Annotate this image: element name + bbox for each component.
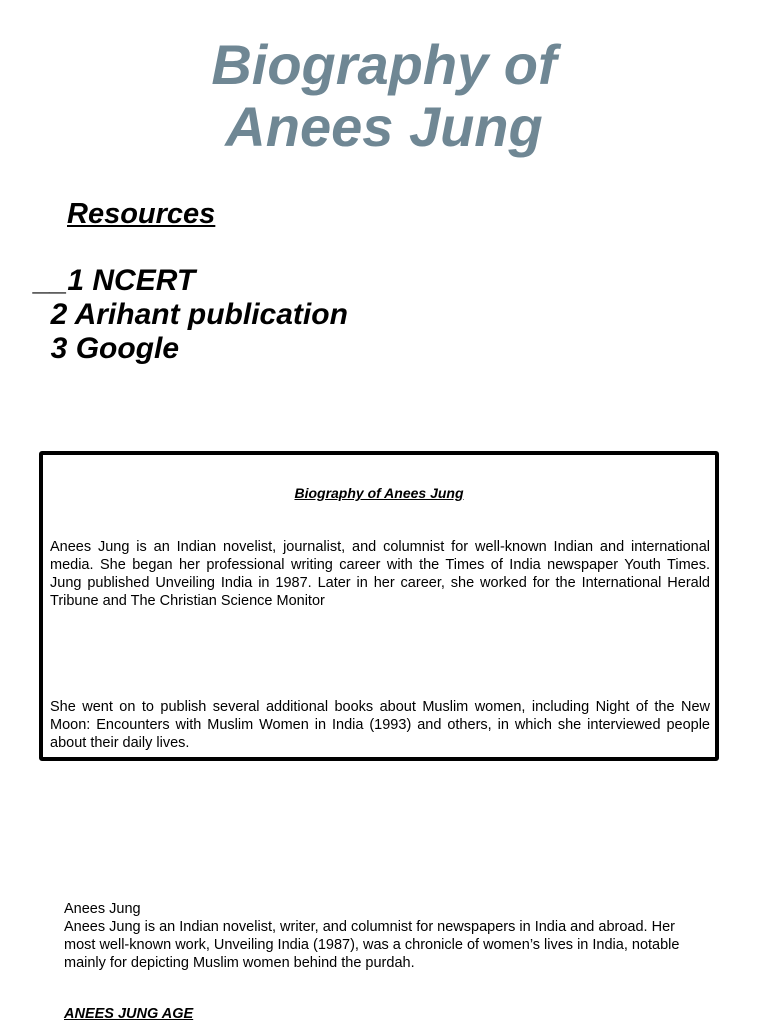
age-heading: ANEES JUNG AGE bbox=[64, 1006, 194, 1022]
section-paragraph: Anees Jung is an Indian novelist, writer, and columnist for newspapers in India and abroad. Her most well-known work, Unveiling India (1987), was a chronicle of women’s lives in India, notable mainly for depicting Muslim women behind the purdah. bbox=[64, 919, 680, 971]
resource-item: __1 NCERT bbox=[34, 264, 196, 297]
resources-heading: Resources bbox=[67, 198, 216, 230]
biography-text-box bbox=[39, 451, 719, 761]
text-box-paragraph: She went on to publish several additional books about Muslim women, including Night of the New Moon: Encounters with Muslim Women in India (1993) and others, in which she interviewed people about their daily lives. bbox=[50, 699, 710, 751]
resource-item: 2 Arihant publication bbox=[34, 298, 348, 331]
page-title-line-2: Anees Jung bbox=[225, 95, 543, 158]
page-title-line-1: Biography of bbox=[211, 33, 557, 96]
text-box-paragraph: Anees Jung is an Indian novelist, journalist, and columnist for well-known Indian and international media. She began her professional writing career with the Times of India newspaper Youth Times. Jung published Unveiling India in 1987. Later in her career, she worked for the International Herald Tribune and The Christian Science Monitor bbox=[50, 539, 710, 609]
resource-list bbox=[34, 264, 348, 366]
text-box-title: Biography of Anees Jung bbox=[294, 485, 464, 501]
resource-item: 3 Google bbox=[34, 332, 180, 365]
page-title bbox=[0, 34, 768, 158]
section-name: Anees Jung bbox=[64, 901, 141, 917]
